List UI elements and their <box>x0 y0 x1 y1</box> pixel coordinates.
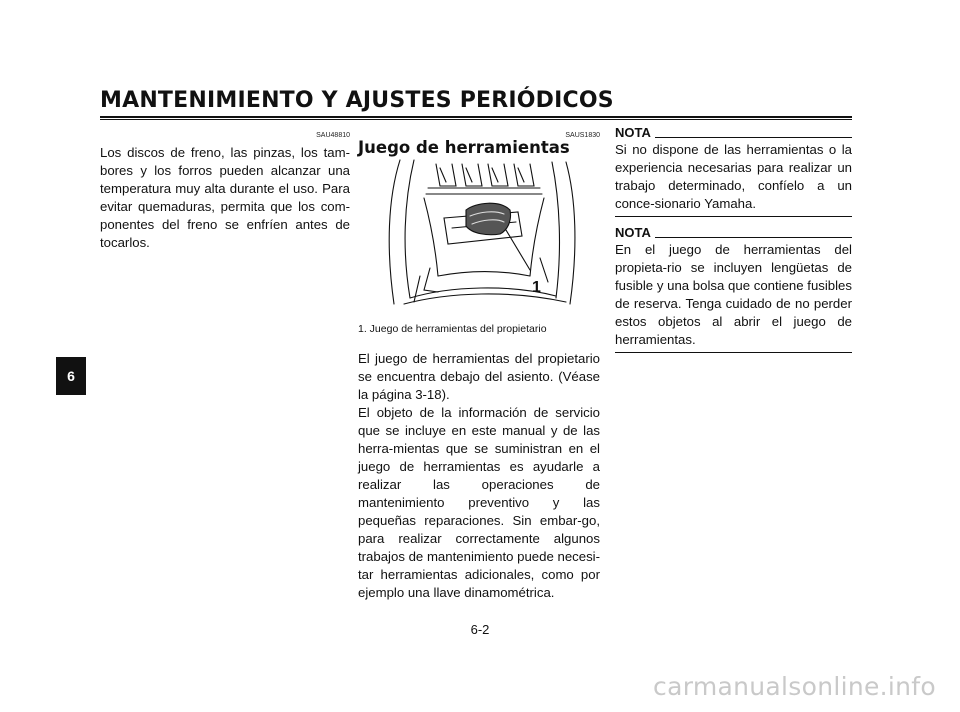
toolkit-figure <box>380 158 580 308</box>
note-box <box>615 224 852 353</box>
note-label: NOTA <box>615 225 651 240</box>
toolkit-paragraph-2: El objeto de la información de servicio que se incluye en este manual y de las herra-mientas que se suministran en el juego de herramientas es ayudarle a realizar las operaciones de mantenimiento preventivo y las pequeñas reparaciones. Sin embar-go, para realizar correctamente algunos trabajos de mantenimiento puede necesi-tar herramientas adicionales, como por ejemplo una llave dinamométrica. <box>358 405 600 600</box>
note-text: Si no dispone de las herramientas o la experiencia necesarias para realizar un trabajo determinado, confíelo a un conce-sionario Yamaha. <box>615 141 852 217</box>
page-title: MANTENIMIENTO Y AJUSTES PERIÓDICOS <box>100 88 614 113</box>
title-rule <box>100 116 852 120</box>
watermark: carmanualsonline.info <box>653 672 936 701</box>
note-rule <box>655 137 852 138</box>
section-tab: 6 <box>56 357 86 395</box>
reference-code: SAUS1830 <box>565 132 600 139</box>
page-number: 6-2 <box>470 622 490 637</box>
brake-warning-paragraph: Los discos de freno, las pinzas, los tam-bores y los forros pueden alcanzar una temperatura muy alta durante el uso. Para evitar quemaduras, permita que los com-ponentes del freno se enfríen antes de tocarlos. <box>100 145 350 250</box>
toolkit-illustration <box>380 158 580 308</box>
figure-caption: 1. Juego de herramientas del propietario <box>358 323 547 335</box>
toolkit-text <box>358 350 600 602</box>
reference-code: SAU48810 <box>316 132 350 139</box>
note-text: En el juego de herramientas del propieta-rio se incluyen lengüetas de fusible y una bolsa que contiene fusibles de reserva. Tenga cuidado de no perder estos objetos al abrir el juego de herramientas. <box>615 241 852 353</box>
figure-callout: 1 <box>532 279 541 296</box>
note-rule <box>655 237 852 238</box>
section-heading: Juego de herramientas <box>358 138 570 157</box>
toolkit-paragraph-1: El juego de herramientas del propietario se encuentra debajo del asiento. (Véase la página 3-18). <box>358 351 600 402</box>
note-label: NOTA <box>615 125 651 140</box>
note-box <box>615 124 852 217</box>
